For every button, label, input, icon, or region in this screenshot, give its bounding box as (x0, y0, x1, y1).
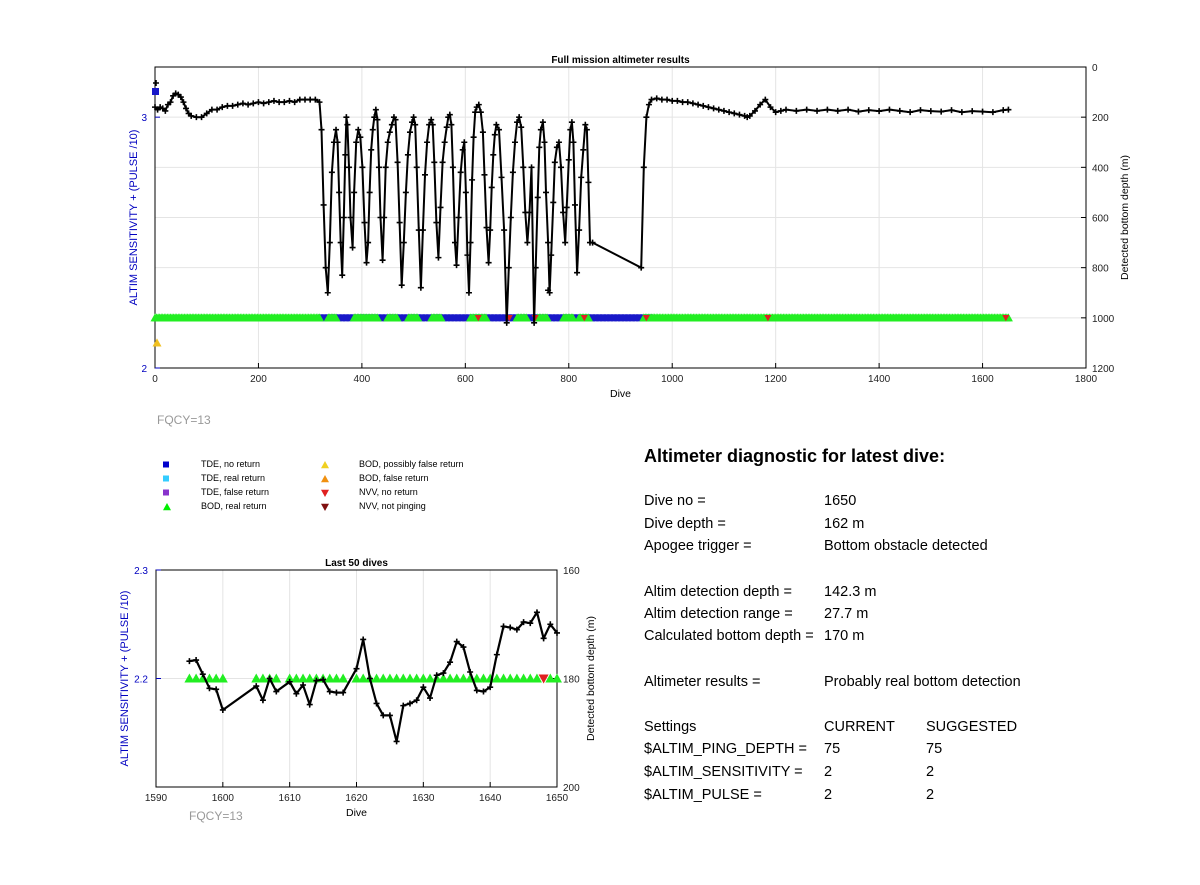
depth-point (327, 240, 333, 246)
depth-point (641, 164, 647, 170)
x-tick-label: 1620 (345, 793, 368, 804)
setting-suggested: 75 (926, 741, 943, 757)
depth-point (499, 174, 505, 180)
y2-tick-label: 180 (563, 674, 580, 686)
legend-item-label: NVV, not pinging (359, 501, 426, 511)
depth-point (250, 100, 256, 106)
depth-point (938, 109, 944, 115)
depth-point (255, 99, 261, 105)
depth-point (543, 189, 549, 195)
diag-value: 142.3 m (824, 584, 877, 600)
settings-header: SUGGESTED (926, 719, 1018, 735)
x-tick-label: 1400 (867, 374, 891, 385)
depth-point (783, 107, 789, 113)
depth-point (654, 95, 660, 101)
depth-point (793, 108, 799, 114)
x-tick-label: 1000 (661, 374, 684, 385)
depth-point (716, 107, 722, 113)
depth-point (562, 240, 568, 246)
depth-point (876, 108, 882, 114)
depth-point (350, 245, 356, 251)
y2-tick-label: 1000 (1092, 313, 1115, 325)
diag-label: Calculated bottom depth = (644, 628, 814, 644)
depth-point (351, 189, 357, 195)
y2-tick-label: 800 (1092, 263, 1109, 275)
x-tick-label: 1800 (1074, 374, 1098, 385)
setting-name: $ALTIM_PULSE = (644, 787, 762, 803)
depth-point (276, 99, 282, 105)
depth-point (524, 240, 530, 246)
depth-point (394, 738, 400, 744)
depth-point (335, 139, 341, 145)
depth-point (213, 686, 219, 692)
depth-point (721, 108, 727, 114)
depth-point (711, 105, 717, 111)
depth-point (494, 652, 500, 658)
depth-point (886, 107, 892, 113)
depth-point (367, 189, 373, 195)
diag-value: 170 m (824, 628, 865, 644)
x-tick-label: 800 (560, 374, 578, 385)
y2-tick-label: 0 (1092, 63, 1098, 74)
x-tick-label: 1640 (479, 793, 502, 804)
depth-point (266, 99, 272, 105)
depth-point (824, 107, 830, 113)
settings-header: Settings (644, 719, 697, 735)
depth-point (570, 139, 576, 145)
x-tick-label: 1590 (144, 793, 168, 804)
depth-point (271, 98, 277, 104)
depth-point (466, 290, 472, 296)
depth-point (1000, 107, 1006, 113)
depth-point (405, 152, 411, 158)
setting-current: 2 (824, 764, 833, 780)
y2-tick-label: 200 (563, 783, 580, 794)
depth-point (480, 129, 486, 135)
depth-point (845, 107, 851, 113)
depth-point (492, 132, 498, 138)
legend-symbol-square (163, 462, 169, 468)
depth-point (385, 139, 391, 145)
y2-tick-label: 400 (1092, 163, 1109, 175)
depth-point (261, 100, 267, 106)
x-tick-label: 1200 (764, 374, 787, 385)
chart-0-axes (155, 67, 1086, 368)
y2-axis-label: Detected bottom depth (m) (1119, 155, 1131, 280)
depth-point (399, 282, 405, 288)
legend-item-label: BOD, possibly false return (359, 459, 464, 469)
depth-point (1005, 107, 1011, 113)
fqcy-note: FQCY=13 (189, 809, 243, 823)
depth-point (333, 690, 339, 696)
x-tick-label: 600 (456, 374, 474, 385)
depth-point (980, 109, 986, 115)
depth-point (897, 108, 903, 114)
depth-point (486, 260, 492, 266)
depth-point (664, 97, 670, 103)
depth-point (438, 204, 444, 210)
x-tick-label: 1650 (545, 793, 569, 804)
diag-label: Altimeter results = (644, 674, 761, 690)
depth-point (395, 159, 401, 165)
depth-point (359, 164, 365, 170)
depth-point (286, 98, 292, 104)
depth-point (659, 97, 665, 103)
depth-point (380, 257, 386, 263)
depth-point (481, 172, 487, 178)
diag-label: Dive no = (644, 493, 706, 509)
depth-point (508, 215, 514, 221)
legend-item-label: NVV, no return (359, 487, 418, 497)
diag-value: 162 m (824, 516, 865, 532)
depth-point (507, 625, 513, 631)
diag-label: Altim detection range = (644, 606, 793, 622)
depth-point (506, 265, 512, 271)
depth-point (442, 139, 448, 145)
depth-point (440, 159, 446, 165)
depth-point (376, 164, 382, 170)
depth-point (700, 103, 706, 109)
depth-point (669, 98, 675, 104)
depth-point (450, 164, 456, 170)
depth-point (401, 240, 407, 246)
legend-symbol-triangle (163, 503, 171, 510)
depth-point (959, 109, 965, 115)
setting-suggested: 2 (926, 787, 935, 803)
setting-suggested: 2 (926, 764, 935, 780)
depth-point (478, 109, 484, 115)
y2-tick-label: 160 (563, 566, 580, 577)
depth-point (186, 658, 192, 664)
depth-point (471, 134, 477, 140)
depth-point (333, 127, 339, 133)
depth-point (307, 702, 313, 708)
depth-point (387, 712, 393, 718)
depth-point (360, 636, 366, 642)
y2-tick-label: 200 (1092, 113, 1109, 125)
depth-point (355, 127, 361, 133)
depth-point (576, 227, 582, 233)
depth-point (153, 80, 159, 86)
depth-point (341, 215, 347, 221)
x-tick-label: 1630 (412, 793, 435, 804)
depth-point (407, 129, 413, 135)
y-axis-label: ALTIM SENSITIVITY + (PULSE /10) (128, 129, 140, 306)
legend-item-label: BOD, false return (359, 473, 429, 483)
y-tick-label: 2.2 (134, 674, 148, 686)
legend-symbol-triangle (321, 490, 329, 497)
x-tick-label: 1610 (278, 793, 301, 804)
y-tick-label: 3 (141, 113, 147, 125)
depth-point (690, 100, 696, 106)
settings-header: CURRENT (824, 719, 895, 735)
depth-point (343, 114, 349, 120)
depth-point (353, 139, 359, 145)
bod-possibly-false-marker (153, 338, 162, 346)
diag-value: Bottom obstacle detected (824, 538, 988, 554)
fqcy-note: FQCY=13 (157, 413, 211, 427)
chart-title: Full mission altimeter results (551, 55, 690, 66)
depth-point (680, 99, 686, 105)
depth-point (302, 97, 308, 103)
depth-point (917, 107, 923, 113)
depth-point (461, 139, 467, 145)
depth-point (400, 703, 406, 709)
diag-label: Dive depth = (644, 516, 726, 532)
legend-item-label: TDE, false return (201, 487, 270, 497)
tde-no-return-marker (152, 88, 159, 95)
diag-label: Altim detection depth = (644, 584, 792, 600)
diagnostic-title: Altimeter diagnostic for latest dive: (644, 446, 946, 466)
legend-symbol-triangle (321, 504, 329, 511)
depth-point (240, 100, 246, 106)
depth-point (501, 623, 507, 629)
depth-point (550, 199, 556, 205)
depth-point (969, 108, 975, 114)
depth-point (463, 189, 469, 195)
x-tick-label: 1600 (211, 793, 234, 804)
y-tick-label: 2.3 (134, 566, 148, 577)
depth-point (580, 147, 586, 153)
y-tick-label: 2 (141, 364, 147, 375)
diag-value: 1650 (824, 493, 857, 509)
depth-point (193, 114, 199, 120)
depth-point (835, 108, 841, 114)
depth-point (368, 147, 374, 153)
depth-point (435, 255, 441, 261)
x-axis-label: Dive (609, 388, 632, 400)
legend-item-label: TDE, real return (201, 473, 266, 483)
depth-point (383, 164, 389, 170)
depth-point (569, 119, 575, 125)
depth-point (458, 169, 464, 175)
depth-point (387, 129, 393, 135)
depth-point (552, 159, 558, 165)
depth-point (319, 127, 325, 133)
y2-tick-label: 600 (1092, 213, 1109, 225)
depth-point (433, 220, 439, 226)
y2-axis-label: Detected bottom depth (m) (585, 616, 597, 741)
setting-name: $ALTIM_SENSITIVITY = (644, 764, 803, 780)
depth-point (560, 209, 566, 215)
legend-symbol-triangle (321, 461, 329, 468)
depth-point (558, 164, 564, 170)
x-tick-label: 1600 (971, 374, 994, 385)
depth-point (907, 109, 913, 115)
depth-point (695, 102, 701, 108)
legend-symbol-triangle (321, 475, 329, 482)
y2-tick-label: 1200 (1092, 364, 1115, 375)
depth-point (489, 184, 495, 190)
depth-point (855, 109, 861, 115)
depth-point (726, 109, 732, 115)
diag-value: 27.7 m (824, 606, 869, 622)
depth-point (224, 103, 230, 109)
depth-series-line (155, 93, 1008, 323)
depth-point (520, 164, 526, 170)
setting-name: $ALTIM_PING_DEPTH = (644, 741, 807, 757)
diag-value: Probably real bottom detection (824, 674, 1021, 690)
depth-point (414, 164, 420, 170)
depth-point (235, 102, 241, 108)
setting-current: 75 (824, 741, 841, 757)
depth-point (389, 122, 395, 128)
depth-point (307, 97, 313, 103)
depth-point (418, 285, 424, 291)
depth-point (469, 177, 475, 183)
depth-point (674, 98, 680, 104)
depth-point (245, 102, 251, 108)
depth-point (804, 107, 810, 113)
depth-point (501, 227, 507, 233)
depth-point (422, 172, 428, 178)
depth-point (705, 104, 711, 110)
depth-point (574, 270, 580, 276)
depth-point (364, 260, 370, 266)
depth-point (585, 179, 591, 185)
depth-point (336, 189, 342, 195)
depth-point (431, 159, 437, 165)
depth-point (518, 124, 524, 130)
x-tick-label: 200 (250, 374, 267, 385)
diag-label: Apogee trigger = (644, 538, 752, 554)
depth-point (541, 139, 547, 145)
depth-point (219, 104, 225, 110)
legend-item-label: BOD, real return (201, 501, 267, 511)
depth-point (403, 189, 409, 195)
depth-point (339, 272, 345, 278)
depth-point (329, 169, 335, 175)
depth-point (468, 240, 474, 246)
depth-point (529, 164, 535, 170)
depth-point (685, 99, 691, 105)
depth-point (866, 107, 872, 113)
depth-point (490, 152, 496, 158)
depth-point (572, 202, 578, 208)
depth-point (342, 152, 348, 158)
depth-point (321, 202, 327, 208)
depth-point (370, 127, 376, 133)
depth-point (578, 174, 584, 180)
depth-point (397, 220, 403, 226)
x-tick-label: 400 (353, 374, 371, 385)
depth-point (949, 107, 955, 113)
depth-point (643, 114, 649, 120)
depth-point (424, 139, 430, 145)
depth-point (456, 215, 462, 221)
depth-point (814, 108, 820, 114)
legend-symbol-square (163, 476, 169, 482)
depth-point (474, 687, 480, 693)
depth-point (540, 119, 546, 125)
depth-point (990, 109, 996, 115)
depth-point (346, 164, 352, 170)
depth-point (731, 110, 737, 116)
x-axis-label: Dive (345, 807, 368, 819)
depth-point (545, 240, 551, 246)
depth-point (381, 215, 387, 221)
depth-point (420, 227, 426, 233)
depth-point (510, 169, 516, 175)
depth-point (536, 144, 542, 150)
depth-point (535, 194, 541, 200)
legend-item-label: TDE, no return (201, 459, 261, 469)
x-tick-label: 0 (152, 374, 158, 385)
depth-point (512, 139, 518, 145)
y-axis-label: ALTIM SENSITIVITY + (PULSE /10) (119, 590, 131, 767)
setting-current: 2 (824, 787, 833, 803)
depth-point (230, 103, 236, 109)
depth-point (566, 157, 572, 163)
depth-point (373, 107, 379, 113)
depth-point (325, 290, 331, 296)
chart-title: Last 50 dives (325, 558, 388, 569)
depth-point (928, 108, 934, 114)
depth-point (467, 669, 473, 675)
depth-point (778, 108, 784, 114)
depth-point (281, 99, 287, 105)
legend-symbol-square (163, 490, 169, 496)
